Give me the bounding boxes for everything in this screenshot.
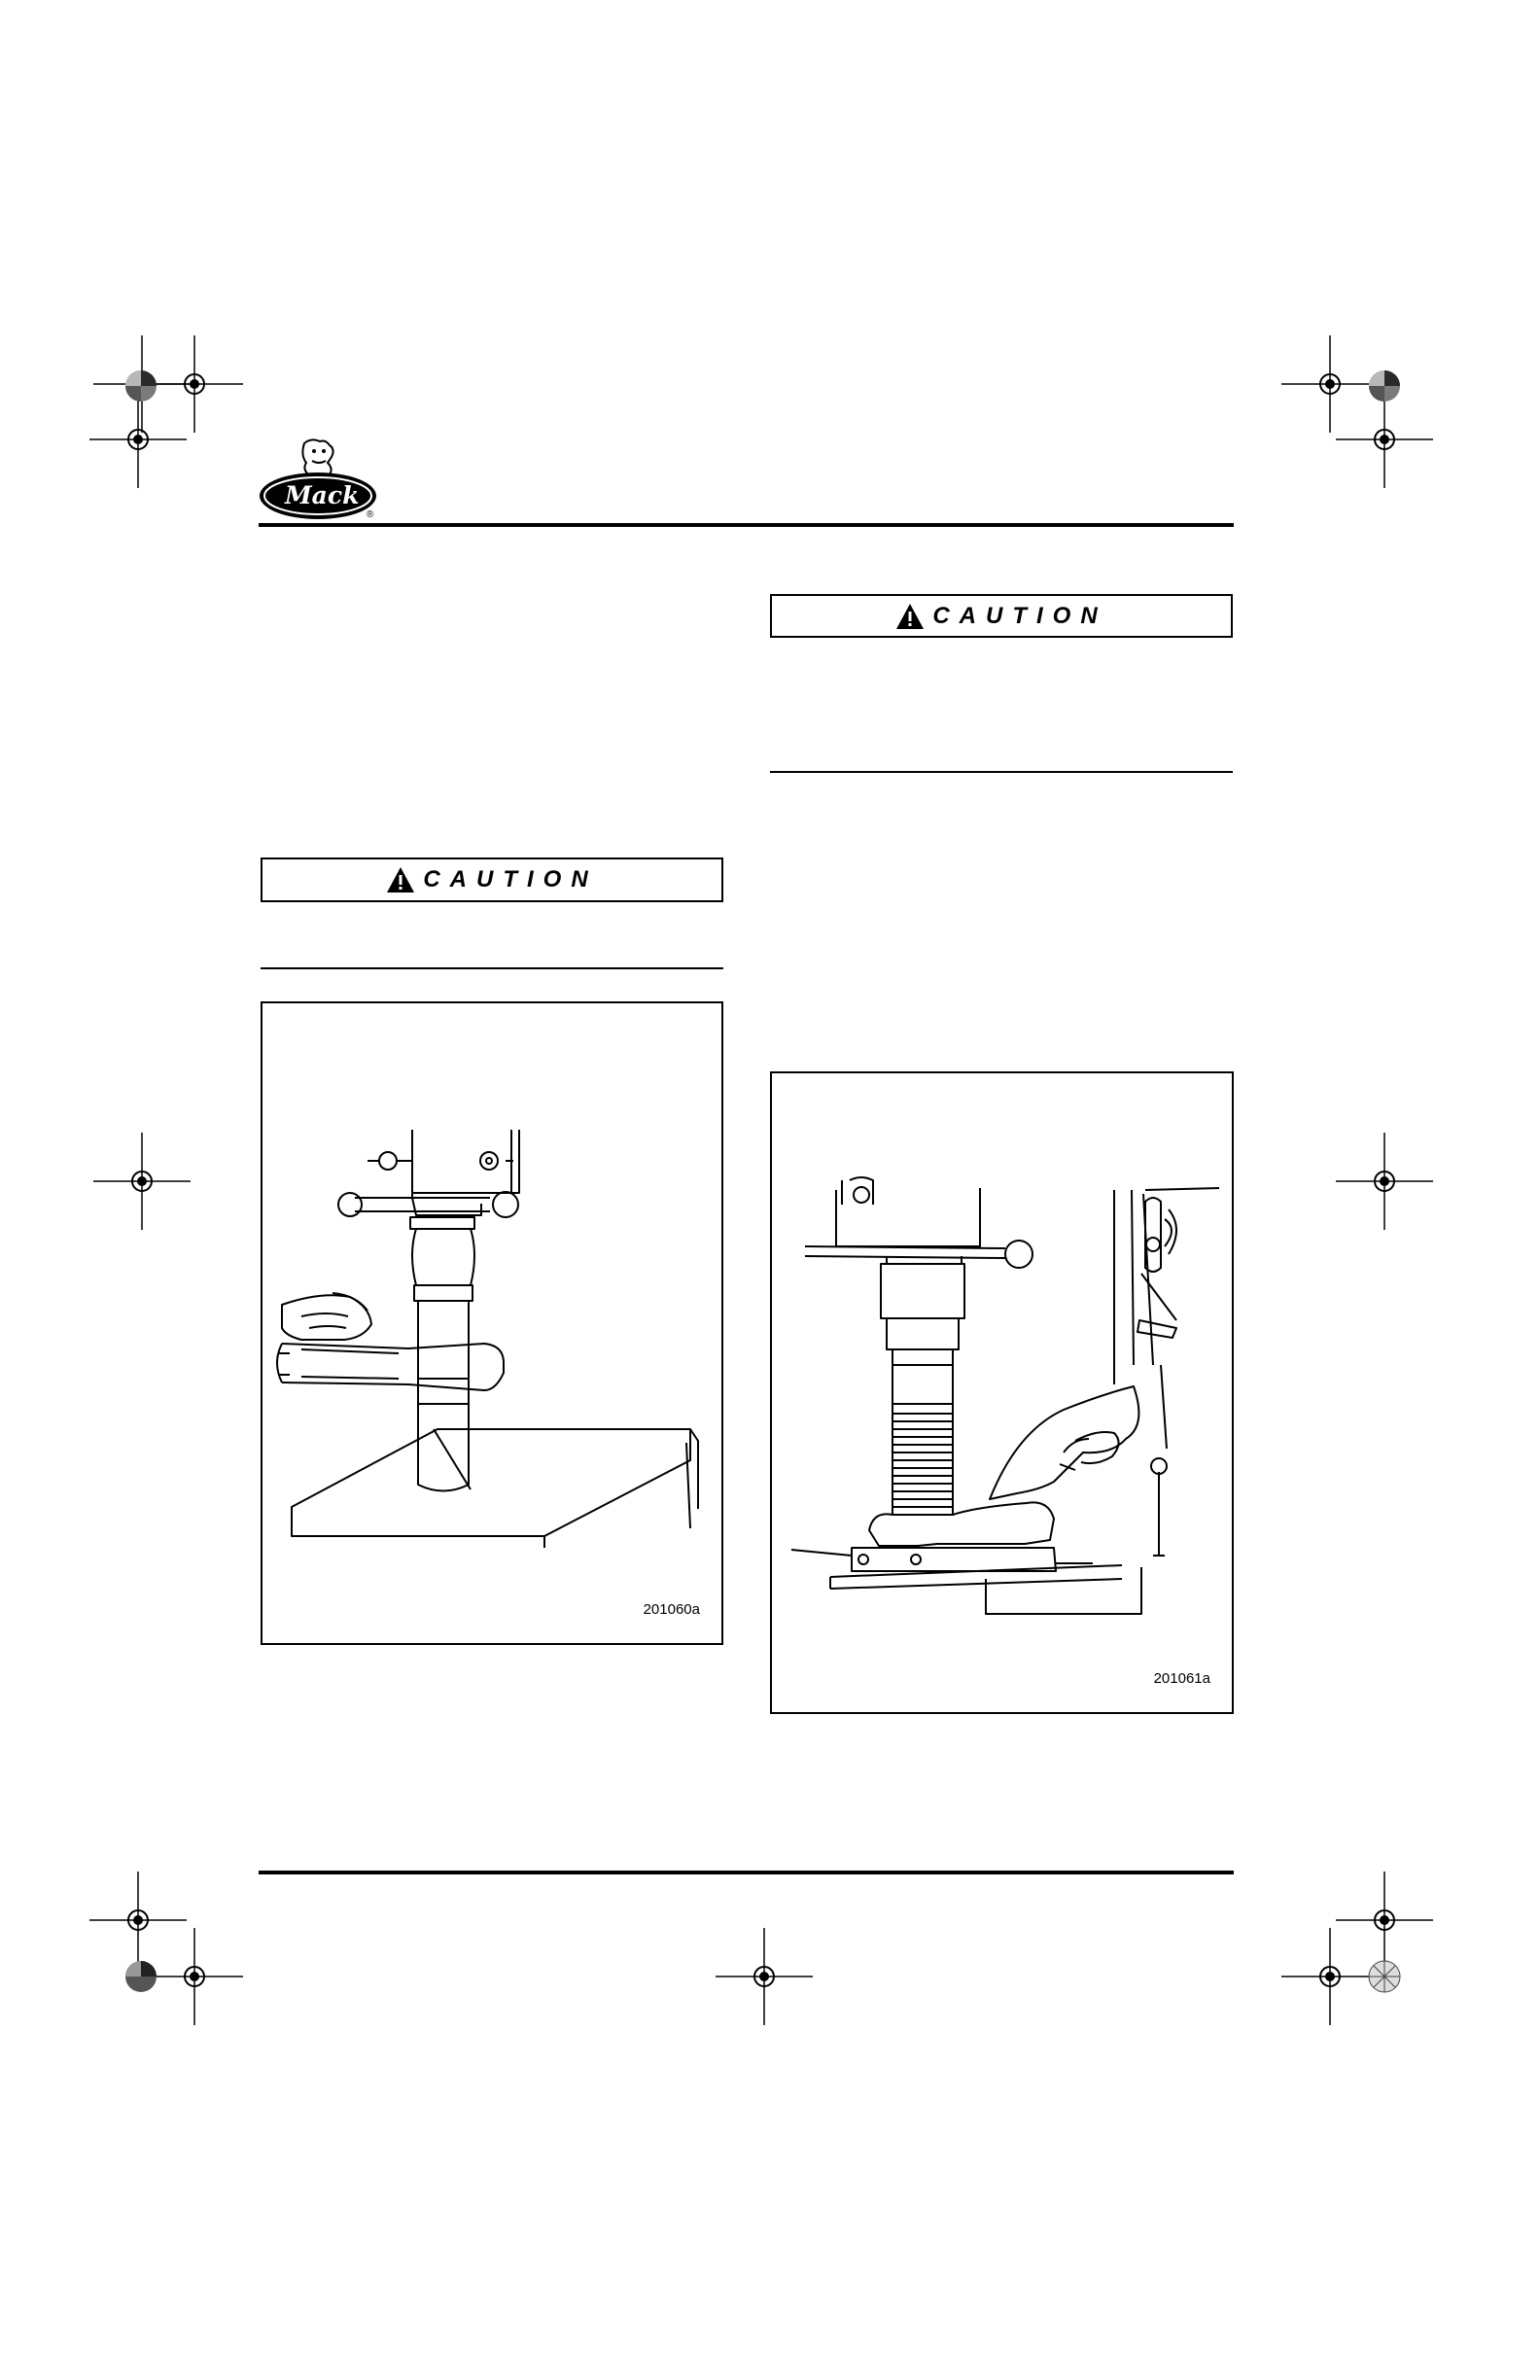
footer-rule bbox=[259, 1871, 1234, 1874]
figure-id: 201061a bbox=[1153, 1670, 1210, 1687]
registration-mark-icon bbox=[1336, 391, 1433, 488]
color-calibration-wheel-icon bbox=[124, 369, 158, 402]
registration-mark-icon bbox=[146, 1928, 243, 2025]
registration-mark-icon bbox=[716, 1928, 813, 2025]
figure-id: 201060a bbox=[643, 1601, 700, 1618]
color-calibration-wheel-icon bbox=[1368, 1960, 1401, 1993]
bulldog-icon bbox=[258, 436, 384, 525]
registration-mark-icon bbox=[1336, 1133, 1433, 1230]
warning-triangle-icon bbox=[386, 866, 415, 893]
mack-logo bbox=[258, 436, 384, 525]
registration-mark-icon bbox=[93, 1133, 191, 1230]
warning-triangle-icon bbox=[895, 603, 925, 630]
caution-box bbox=[770, 594, 1233, 638]
registered-mark: ® bbox=[367, 509, 374, 520]
caution-label: CAUTION bbox=[423, 866, 598, 892]
color-calibration-wheel-icon bbox=[124, 1960, 158, 1993]
figure-connecting-rod-vise bbox=[770, 1071, 1234, 1714]
press-vise-illustration bbox=[772, 1073, 1232, 1712]
caution-box bbox=[261, 858, 723, 902]
registration-mark-icon bbox=[89, 391, 187, 488]
press-illustration bbox=[262, 1003, 721, 1643]
registration-mark-icon bbox=[1336, 1872, 1433, 1969]
caution-end-rule bbox=[770, 771, 1233, 773]
logo-wordmark: Mack bbox=[285, 481, 360, 509]
caution-label: CAUTION bbox=[932, 602, 1107, 629]
figure-connecting-rod-press bbox=[261, 1001, 723, 1645]
caution-end-rule bbox=[261, 967, 723, 969]
color-calibration-wheel-icon bbox=[1368, 369, 1401, 402]
header-rule bbox=[259, 523, 1234, 527]
